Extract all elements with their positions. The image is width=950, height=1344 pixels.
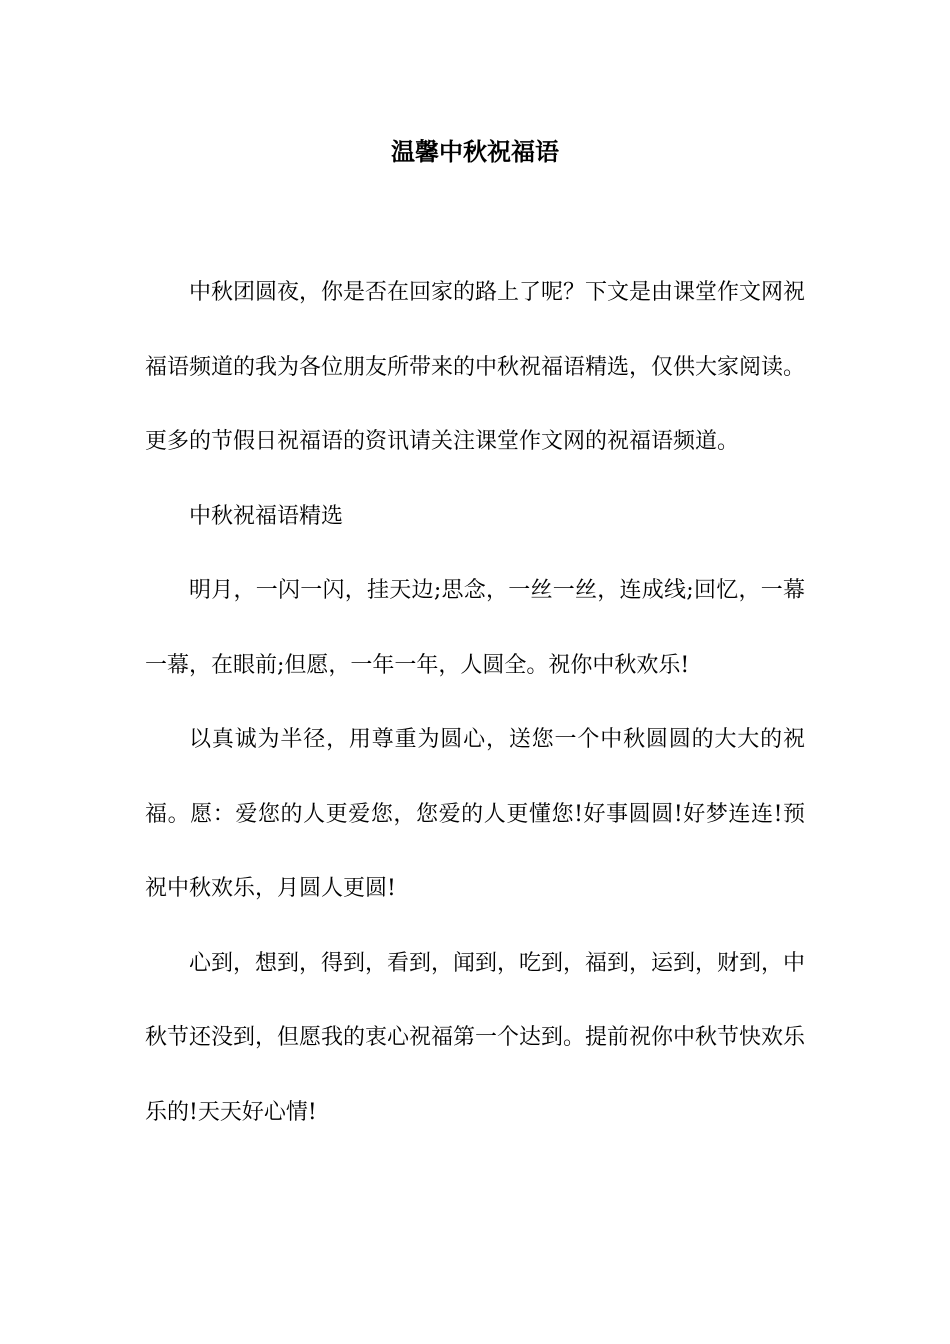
paragraph-blessing-1: 明月，一闪一闪，挂天边;思念，一丝一丝，连成线;回忆，一幕一幕，在眼前;但愿，一年一年，人圆全。祝你中秋欢乐! bbox=[145, 578, 805, 678]
paragraph-intro: 中秋团圆夜，你是否在回家的路上了呢？下文是由课堂作文网祝福语频道的我为各位朋友所带来的中秋祝福语精选，仅供大家阅读。更多的节假日祝福语的资讯请关注课堂作文网的祝福语频道。 bbox=[145, 280, 806, 454]
paragraph-section-heading: 中秋祝福语精选 bbox=[189, 503, 344, 529]
paragraph-blessing-3: 心到，想到，得到，看到，闻到，吃到，福到，运到，财到，中秋节还没到，但愿我的衷心祝福第一个达到。提前祝你中秋节快欢乐乐的!天天好心情! bbox=[145, 950, 806, 1125]
paragraph-blessing-2: 以真诚为半径，用尊重为圆心，送您一个中秋圆圆的大大的祝福。愿：爱您的人更爱您，您爱的人更懂您!好事圆圆!好梦连连!预祝中秋欢乐，月圆人更圆! bbox=[145, 727, 805, 901]
document-title: 温馨中秋祝福语 bbox=[391, 137, 559, 166]
document-body bbox=[145, 256, 805, 1150]
